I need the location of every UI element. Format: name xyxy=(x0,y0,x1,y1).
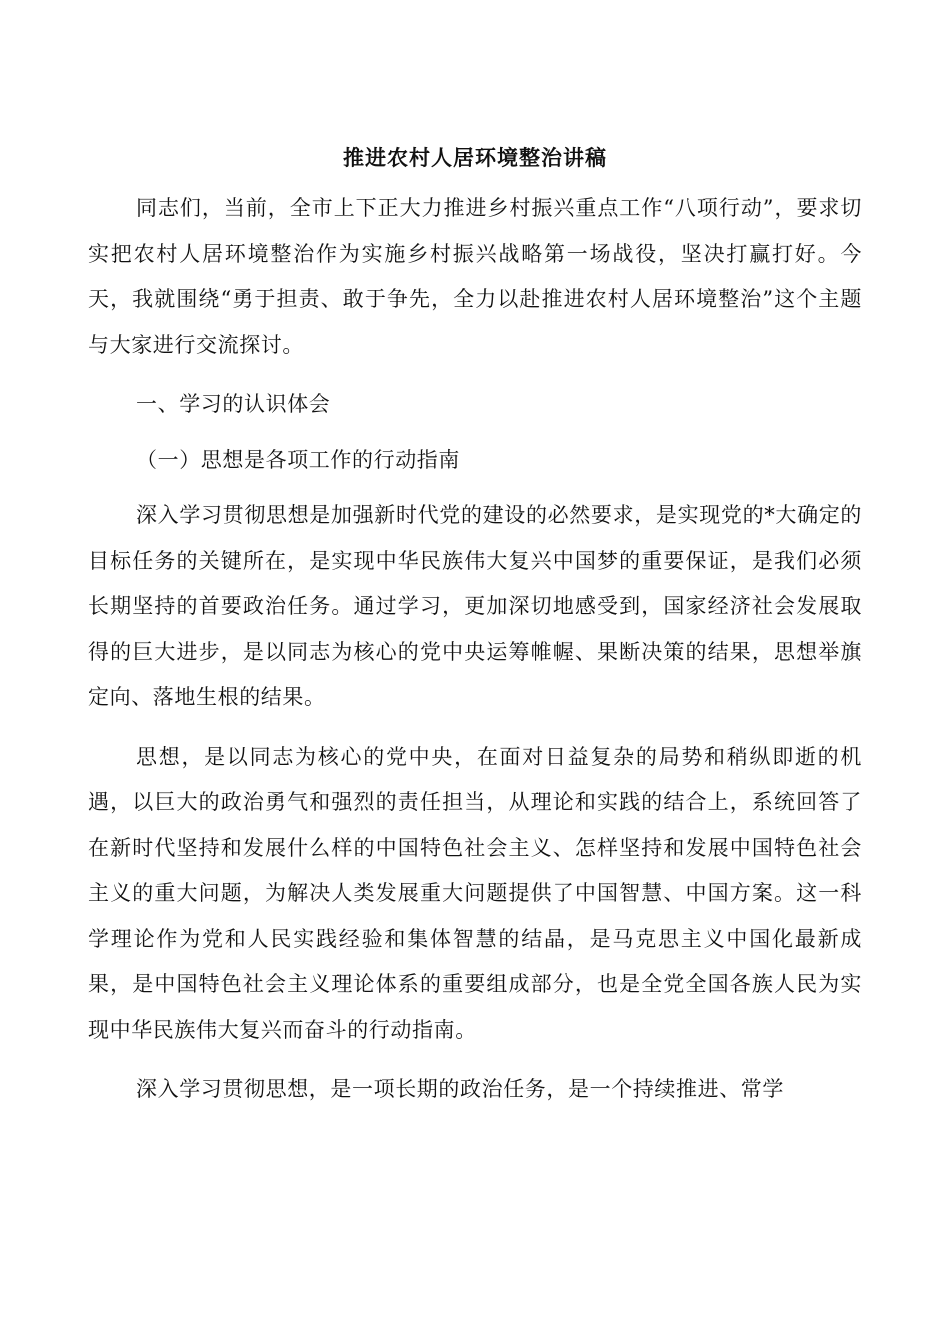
paragraph-intro: 同志们，当前，全市上下正大力推进乡村振兴重点工作“八项行动”，要求切实把农村人居环境整治作为实施乡村振兴战略第一场战役，坚决打赢打好。今天，我就围绕“勇于担责、敢于争先，全力以赴推进农村人居环境整治”这个主题与大家进行交流探讨。 xyxy=(88,196,862,357)
paragraph-thought: 思想，是以同志为核心的党中央，在面对日益复杂的局势和稍纵即逝的机遇，以巨大的政治勇气和强烈的责任担当，从理论和实践的结合上，系统回答了在新时代坚持和发展什么样的中国特色社会主义、怎样坚持和发展中国特色社会主义的重大问题，为解决人类发展重大问题提供了中国智慧、中国方案。这一科学理论作为党和人民实践经验和集体智慧的结晶，是马克思主义中国化最新成果，是中国特色社会主义理论体系的重要组成部分，也是全党全国各族人民为实现中华民族伟大复兴而奋斗的行动指南。 xyxy=(88,744,862,1042)
paragraph-study: 深入学习贯彻思想是加强新时代党的建设的必然要求，是实现党的*大确定的目标任务的关键所在，是实现中华民族伟大复兴中国梦的重要保证，是我们必须长期坚持的首要政治任务。通过学习，更加深切地感受到，国家经济社会发展取得的巨大进步，是以同志为核心的党中央运筹帷幄、果断决策的结果，思想举旗定向、落地生根的结果。 xyxy=(88,503,862,709)
section-heading-1: 一、学习的认识体会 xyxy=(136,392,331,416)
paragraph-continuation: 深入学习贯彻思想，是一项长期的政治任务，是一个持续推进、常学 xyxy=(136,1077,784,1101)
subsection-heading-1: （一）思想是各项工作的行动指南 xyxy=(136,447,460,472)
document-title: 推进农村人居环境整治讲稿 xyxy=(343,145,607,170)
document-page xyxy=(88,140,862,1127)
